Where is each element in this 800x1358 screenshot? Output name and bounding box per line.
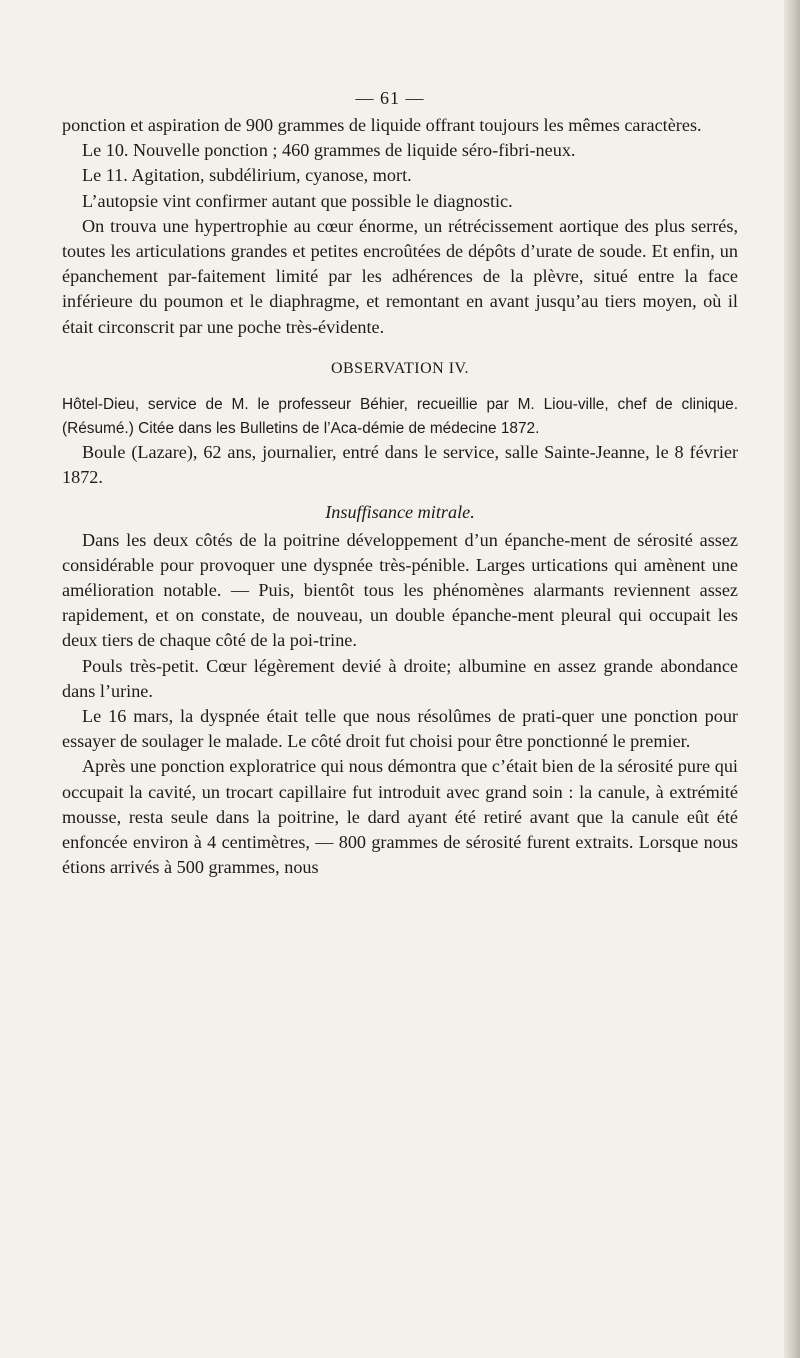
paragraph: ponction et aspiration de 900 grammes de liquide offrant toujours les mêmes caractères. xyxy=(62,115,702,135)
patient-intro: Boule (Lazare), 62 ans, journalier, entré dans le service, salle Sainte-Jeanne, le 8 février 1872. xyxy=(62,442,738,488)
paragraph: Le 11. Agitation, subdélirium, cyanose, mort. xyxy=(82,165,412,186)
diagnosis-title: Insuffisance mitrale. xyxy=(325,502,475,523)
page-binding-edge xyxy=(784,0,800,1358)
paragraph: Après une ponction exploratrice qui nous démontra que c’était bien de la sérosité pure qui occupait la cavité, un trocart capillaire fut introduit avec grand soin : la canule, à extrémité mousse, resta seule dans la poitrine, le dard ayant été retiré avant que la canule eût été enfoncée environ à 4 centimètres, — 800 grammes de sérosité furent extraits. Lorsque nous étions arrivés à 500 grammes, nous xyxy=(62,756,738,878)
paragraph: Pouls très-petit. Cœur légèrement devié à droite; albumine en assez grande abondance dans l’urine. xyxy=(62,655,738,701)
paragraph: Le 10. Nouvelle ponction ; 460 grammes de liquide séro-fibri-neux. xyxy=(82,140,576,161)
paragraph: Le 16 mars, la dyspnée était telle que nous résolûmes de prati-quer une ponction pour essayer de soulager le malade. Le côté droit fut choisi pour être ponctionné le premier. xyxy=(62,706,738,752)
paragraph: L’autopsie vint confirmer autant que possible le diagnostic. xyxy=(82,190,513,211)
body-text xyxy=(62,113,738,880)
source-note: Hôtel-Dieu, service de M. le professeur Béhier, recueillie par M. Liou-ville, chef de clinique. (Résumé.) Citée dans les Bulletins de l’Aca-démie de médecine 1872. xyxy=(62,396,738,437)
observation-heading: OBSERVATION IV. xyxy=(330,359,470,377)
paragraph: Dans les deux côtés de la poitrine développement d’un épanche-ment de sérosité assez considérable pour provoquer une dyspnée très-pénible. Larges urtications qui amènent une amélioration notable. — Puis, bientôt tous les phénomènes alarmants reviennent assez rapidement, et on constate, de nouveau, un double épanche-ment pleural qui occupait les deux tiers de chaque côté de la poi-trine. xyxy=(62,529,738,651)
paragraph: On trouva une hypertrophie au cœur énorme, un rétrécissement aortique des plus serrés, toutes les articulations grandes et petites encroûtées de dépôts d’urate de soude. Et enfin, un épanchement par-faitement limité par les adhérences de la plèvre, situé entre la face inférieure du poumon et le diaphragme, et remontant en avant jusqu’au tiers moyen, où il était circonscrit par une poche très-évidente. xyxy=(62,215,738,337)
page-number: — 61 — xyxy=(355,88,425,108)
